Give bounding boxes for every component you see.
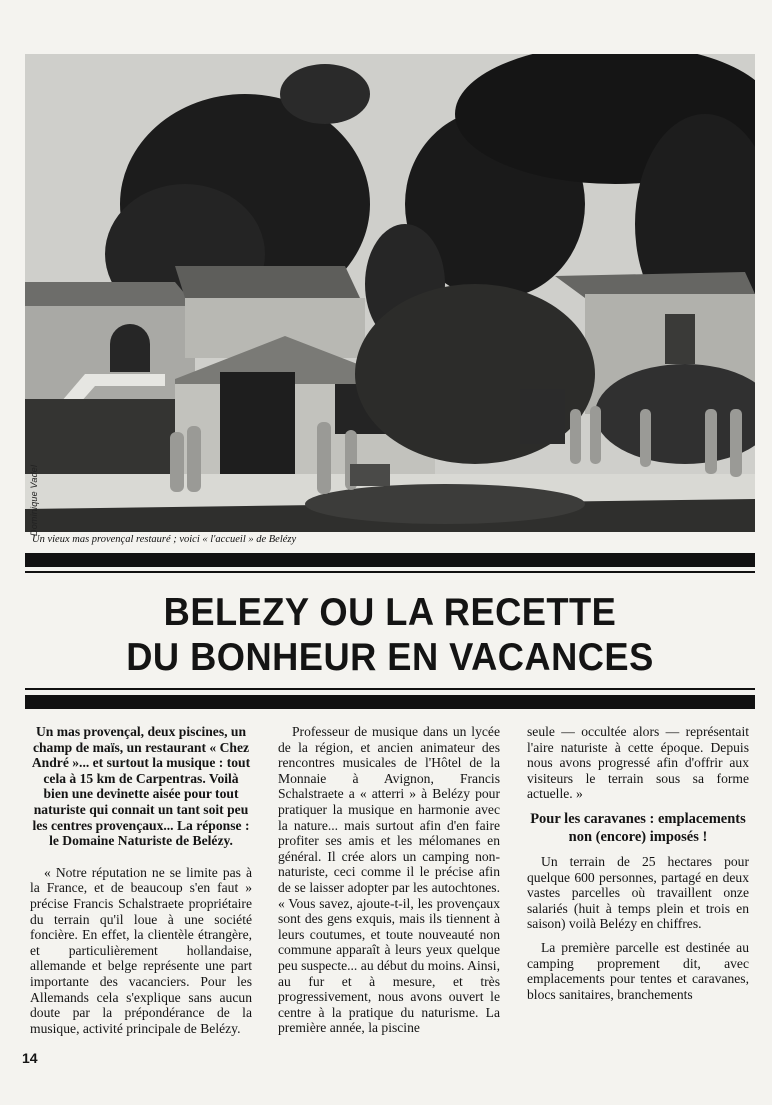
article-column-2 — [278, 724, 500, 1044]
article-column-1 — [30, 724, 252, 1044]
column-2-paragraph: Professeur de musique dans un lycée de la région, et ancien animateur des rencontres musicales de l'Hôtel de la Monnaie à Avignon, Francis Schalstraete a « atterri » à Belézy pour pratiquer la musique en harmonie avec la nature... mais surtout afin d'en faire profiter ses amis et les mélomanes en général. Il crée alors un camping non-naturiste, ceci comme il le précise afin de se laisser adopter par les autochtones. « Vous savez, ajoute-t-il, les provençaux sont des gens exquis, mais ils tiennent à leurs coutumes, et toute nouveauté non commune apparaît à leurs yeux quelque peu suspecte... au début du moins. Ainsi, au fur et à mesure, et très progressivement, nous avons ouvert le centre à la pratique du naturisme. La première année, la piscine — [278, 724, 500, 1036]
top-light-rule — [25, 571, 755, 573]
article-subhead: Pour les caravanes : emplacements non (encore) imposés ! — [530, 810, 746, 845]
photo-credit: Dominique Vadel — [29, 464, 39, 536]
column-3-paragraph-2: Un terrain de 25 hectares pour quelque 600 personnes, partagé en deux vastes parcelles où travaillent onze salariés (huit à temps plein et trois en saison) voilà Belézy en chiffres. — [527, 853, 749, 932]
bottom-heavy-rule — [25, 695, 755, 709]
column-1-paragraph: « Notre réputation ne se limite pas à la France, et de beaucoup s'en faut » précise Francis Schalstraete propriétaire du terrain qu'il loue à une société foncière. En effet, la clientèle étrangère, et particulièrement hollandaise, allemande et belge représente une part importante des vacanciers. Pour les Allemands cela s'explique sans aucun doute par la prépondérance de la musique, activité principale de Belézy. — [30, 864, 252, 1036]
column-3-paragraph-1: seule — occultée alors — représentait l'aire naturiste à cette époque. Depuis nous avons progressé afin d'offrir aux visiteurs le terrain sous sa forme actuelle. » — [527, 724, 749, 802]
column-3-paragraph-3: La première parcelle est destinée au camping proprement dit, avec emplacements pour tentes et caravanes, blocs sanitaires, branchements — [527, 939, 749, 1002]
photo-caption: Un vieux mas provençal restauré ; voici « l'accueil » de Belézy — [32, 534, 297, 545]
article-lede: Un mas provençal, deux piscines, un champ de maïs, un restaurant « Chez André »... et surtout la musique : tout cela à 15 km de Carpentras. Voilà bien une devinette aisée pour tout naturiste qui connait un tant soit peu les centres provençaux... La réponse : le Domaine Naturiste de Belézy. — [31, 724, 251, 849]
page-number: 14 — [22, 1050, 38, 1066]
article-photo — [25, 54, 755, 532]
article-column-3 — [527, 724, 749, 1010]
headline-line-2: DU BONHEUR EN VACANCES — [126, 636, 654, 679]
bottom-light-rule — [25, 688, 755, 690]
photo-illustration — [25, 54, 755, 532]
headline-line-1: BELEZY OU LA RECETTE — [163, 591, 617, 634]
top-heavy-rule — [25, 553, 755, 567]
headline — [51, 590, 730, 680]
